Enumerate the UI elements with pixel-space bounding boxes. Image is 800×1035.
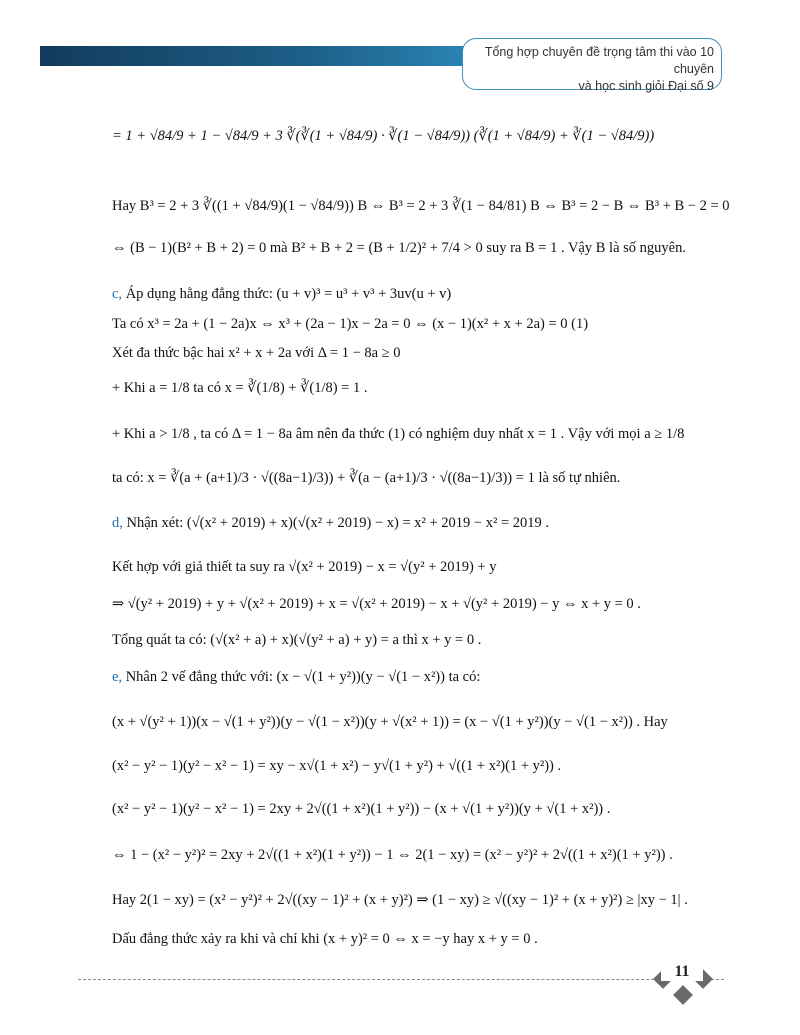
text-line: (x² − y² − 1)(y² − x² − 1) = 2xy + 2√((1 + x²)(1 + y²)) − (x + √(1 + y²))(y + √(1 + x²)) . (112, 801, 611, 817)
text-line: Dấu đẳng thức xảy ra khi và chỉ khi (x + y)² = 0 ⇔ x = −y hay x + y = 0 . (112, 931, 538, 947)
text-line: = 1 + √84/9 + 1 − √84/9 + 3 ∛(∛(1 + √84/9) · ∛(1 − √84/9)) (∛(1 + √84/9) + ∛(1 − √84/9)) (112, 128, 655, 144)
text-line: Xét đa thức bậc hai x² + x + 2a với Δ = 1 − 8a ≥ 0 (112, 345, 401, 361)
text-line: + Khi a > 1/8 , ta có Δ = 1 − 8a âm nên đa thức (1) có nghiệm duy nhất x = 1 . Vậy với mọi a ≥ 1/8 (112, 426, 685, 442)
section-e-line: e, Nhân 2 vế đẳng thức với: (x − √(1 + y²))(y − √(1 − x²)) ta có: (112, 669, 481, 685)
text-line: (x + √(y² + 1))(x − √(1 + y²))(y − √(1 − x²))(y + √(x² + 1)) = (x − √(1 + y²))(y − √(1 − x²)) . Hay (112, 714, 668, 730)
text-line: + Khi a = 1/8 ta có x = ∛(1/8) + ∛(1/8) = 1 . (112, 380, 368, 396)
text-line: (x² − y² − 1)(y² − x² − 1) = xy − x√(1 + x²) − y√(1 + y²) + √((1 + x²)(1 + y²)) . (112, 758, 562, 774)
text-line: Hay 2(1 − xy) = (x² − y²)² + 2√((xy − 1)² + (x + y)²) ⇒ (1 − xy) ≥ √((xy − 1)² + (x + y)²) ≥ |xy − 1| . (112, 892, 688, 908)
text-line: Ta có x³ = 2a + (1 − 2a)x ⇔ x³ + (2a − 1)x − 2a = 0 ⇔ (x − 1)(x² + x + 2a) = 0 (1) (112, 316, 589, 332)
header-title (444, 44, 714, 95)
text-line: Hay B³ = 2 + 3 ∛((1 + √84/9)(1 − √84/9)) B ⇔ B³ = 2 + 3 ∛(1 − 84/81) B ⇔ B³ = 2 − B ⇔ B³ + B − 2 = 0 (112, 198, 730, 214)
footer-divider (78, 979, 724, 980)
section-c-line: c, Áp dụng hằng đẳng thức: (u + v)³ = u³ + v³ + 3uv(u + v) (112, 286, 452, 302)
header-title-line-2: và học sinh giỏi Đại số 9 (578, 79, 714, 93)
text-line: ta có: x = ∛(a + (a+1)/3 · √((8a−1)/3)) + ∛(a − (a+1)/3 · √((8a−1)/3)) = 1 là số tự nhiên. (112, 470, 621, 486)
header-title-line-1: Tổng hợp chuyên đề trọng tâm thi vào 10 chuyên (484, 45, 714, 76)
section-d-line: d, Nhận xét: (√(x² + 2019) + x)(√(x² + 2019) − x) = x² + 2019 − x² = 2019 . (112, 515, 550, 531)
diamond-icon (673, 985, 693, 1005)
text-line: ⇔ 1 − (x² − y²)² = 2xy + 2√((1 + x²)(1 + y²)) − 1 ⇔ 2(1 − xy) = (x² − y²)² + 2√((1 + x²)(1 + y²)) . (112, 847, 673, 863)
text-line: Kết hợp với giả thiết ta suy ra √(x² + 2019) − x = √(y² + 2019) + y (112, 559, 497, 575)
text-line: ⇒ √(y² + 2019) + y + √(x² + 2019) + x = √(x² + 2019) − x + √(y² + 2019) − y ⇔ x + y = 0 . (112, 596, 641, 612)
page-number: 11 (661, 963, 703, 981)
text-line: Tổng quát ta có: (√(x² + a) + x)(√(y² + a) + y) = a thì x + y = 0 . (112, 632, 482, 648)
text-line: ⇔ (B − 1)(B² + B + 2) = 0 mà B² + B + 2 = (B + 1/2)² + 7/4 > 0 suy ra B = 1 . Vậy B là số nguyên. (112, 240, 686, 256)
